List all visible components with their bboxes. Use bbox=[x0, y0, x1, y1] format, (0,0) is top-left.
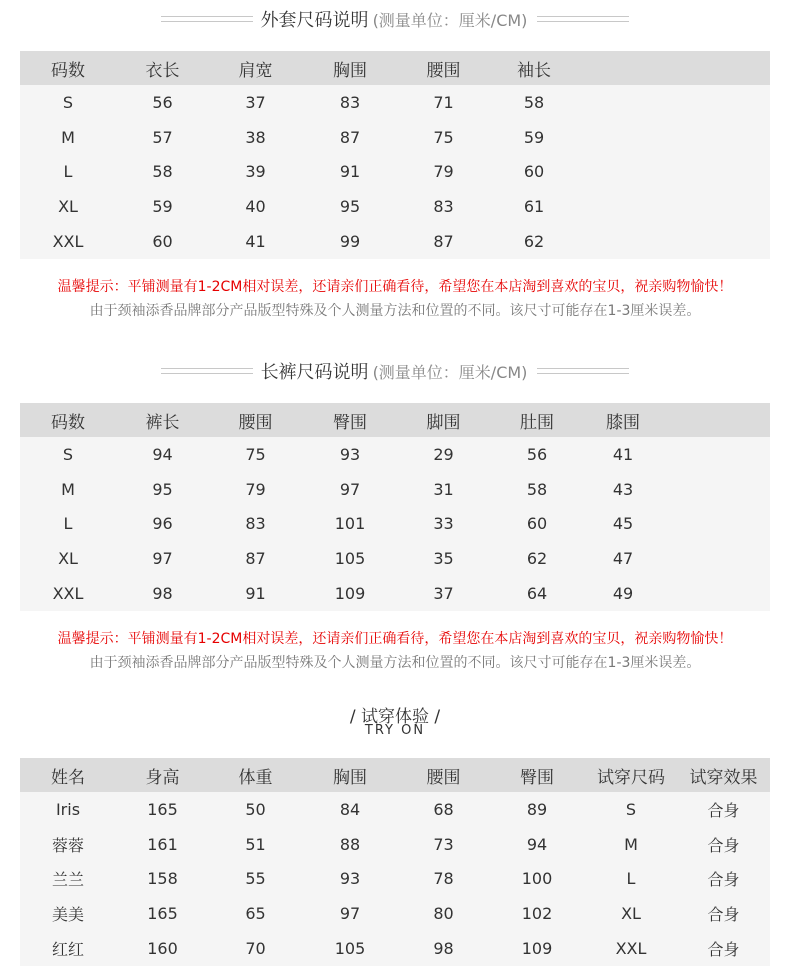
pants-title: 长裤尺码说明 bbox=[260, 362, 369, 383]
col-header-empty bbox=[579, 51, 770, 85]
table-cell: 109 bbox=[521, 939, 553, 959]
table-row bbox=[20, 862, 770, 897]
jacket-title-row bbox=[0, 4, 790, 34]
table-cell-empty bbox=[579, 85, 770, 120]
pants-note: 由于颈袖添香品牌部分产品版型特殊及个人测量方法和位置的不同。该尺寸可能存在1-3厘米误差。 bbox=[89, 655, 701, 671]
table-row bbox=[20, 472, 770, 507]
col-header: 腰围 bbox=[398, 758, 489, 792]
table-cell: 49 bbox=[612, 584, 634, 604]
table-cell: 98 bbox=[152, 584, 173, 604]
col-header: 腰围 bbox=[209, 403, 302, 437]
table-cell: 165 bbox=[147, 799, 178, 819]
table-cell: 75 bbox=[433, 127, 454, 147]
table-cell: 蓉蓉 bbox=[51, 835, 84, 855]
table-cell: 61 bbox=[523, 197, 545, 217]
table-cell: 89 bbox=[526, 799, 548, 819]
table-cell: 70 bbox=[245, 939, 266, 959]
table-cell: 97 bbox=[339, 904, 361, 924]
table-cell-empty bbox=[579, 120, 770, 155]
table-cell: 56 bbox=[152, 92, 173, 112]
table-cell: 105 bbox=[334, 549, 366, 569]
table-cell: 68 bbox=[433, 799, 454, 819]
table-cell: 160 bbox=[147, 939, 178, 959]
col-header: 体重 bbox=[209, 758, 302, 792]
table-cell: S bbox=[625, 799, 637, 819]
col-header: 码数 bbox=[20, 403, 116, 437]
table-cell: 合身 bbox=[707, 905, 740, 925]
table-cell: Iris bbox=[55, 799, 81, 819]
table-header-row bbox=[20, 51, 770, 85]
table-cell: 80 bbox=[433, 904, 454, 924]
table-cell: 美美 bbox=[51, 905, 84, 925]
table-row bbox=[20, 541, 770, 576]
table-cell: 合身 bbox=[707, 800, 740, 820]
col-header: 试穿效果 bbox=[677, 758, 770, 792]
tryon-subtitle: TRY ON bbox=[364, 723, 426, 738]
table-cell: M bbox=[61, 127, 75, 147]
table-cell: 合身 bbox=[707, 835, 740, 855]
col-header: 裤长 bbox=[116, 403, 209, 437]
table-cell: S bbox=[62, 444, 74, 464]
table-cell: 78 bbox=[433, 869, 454, 889]
table-cell-empty bbox=[661, 576, 770, 611]
table-cell: 47 bbox=[612, 549, 634, 569]
table-cell: XXL bbox=[615, 939, 647, 959]
table-cell: 62 bbox=[526, 549, 548, 569]
col-header: 姓名 bbox=[20, 758, 116, 792]
table-cell: 73 bbox=[433, 834, 454, 854]
col-header: 臀围 bbox=[489, 758, 585, 792]
title-divider bbox=[161, 368, 253, 374]
jacket-unit: (测量单位：厘米/CM) bbox=[372, 10, 528, 30]
table-cell: 31 bbox=[433, 479, 454, 499]
table-cell: 合身 bbox=[707, 940, 740, 960]
table-cell: 56 bbox=[526, 444, 548, 464]
table-cell: 58 bbox=[523, 92, 545, 112]
table-cell: 58 bbox=[526, 479, 548, 499]
table-cell: 93 bbox=[339, 869, 361, 889]
table-cell: 87 bbox=[433, 232, 454, 252]
col-header: 衣长 bbox=[116, 51, 209, 85]
table-cell: 39 bbox=[245, 162, 266, 182]
jacket-note: 由于颈袖添香品牌部分产品版型特殊及个人测量方法和位置的不同。该尺寸可能存在1-3厘米误差。 bbox=[89, 303, 701, 319]
col-header: 臀围 bbox=[302, 403, 398, 437]
table-cell: L bbox=[63, 162, 73, 182]
table-cell: 50 bbox=[245, 799, 266, 819]
table-row bbox=[20, 931, 770, 966]
col-header: 肩宽 bbox=[209, 51, 302, 85]
table-row bbox=[20, 576, 770, 611]
title-divider bbox=[537, 16, 629, 22]
table-cell: 95 bbox=[339, 197, 361, 217]
table-cell: 109 bbox=[334, 584, 366, 604]
col-header: 试穿尺码 bbox=[585, 758, 677, 792]
col-header: 腰围 bbox=[398, 51, 489, 85]
table-cell: 71 bbox=[433, 92, 454, 112]
table-cell: 60 bbox=[526, 514, 548, 534]
table-cell: 兰兰 bbox=[51, 870, 84, 890]
table-cell: 55 bbox=[245, 869, 266, 889]
table-cell: 60 bbox=[523, 162, 545, 182]
table-cell: 99 bbox=[339, 232, 361, 252]
table-cell: 105 bbox=[334, 939, 366, 959]
col-header-empty bbox=[661, 403, 770, 437]
table-header-row bbox=[20, 403, 770, 437]
table-cell: 38 bbox=[245, 127, 266, 147]
table-row bbox=[20, 120, 770, 155]
table-cell: 83 bbox=[245, 514, 266, 534]
table-cell: 64 bbox=[526, 584, 548, 604]
table-cell: 65 bbox=[245, 904, 266, 924]
table-cell: XL bbox=[58, 197, 78, 217]
table-cell: 41 bbox=[612, 444, 634, 464]
table-cell: 37 bbox=[245, 92, 266, 112]
table-cell: 97 bbox=[339, 479, 361, 499]
col-header: 胸围 bbox=[302, 51, 398, 85]
table-cell: 101 bbox=[334, 514, 366, 534]
table-cell: 41 bbox=[245, 232, 266, 252]
jacket-title: 外套尺码说明 bbox=[260, 10, 369, 31]
table-cell-empty bbox=[661, 507, 770, 542]
table-cell: 91 bbox=[339, 162, 361, 182]
table-cell-empty bbox=[661, 541, 770, 576]
pants-title-row bbox=[0, 356, 790, 386]
col-header: 袖长 bbox=[489, 51, 579, 85]
table-row bbox=[20, 896, 770, 931]
title-divider bbox=[161, 16, 253, 22]
table-cell: 165 bbox=[147, 904, 178, 924]
table-row bbox=[20, 792, 770, 827]
table-cell: 62 bbox=[523, 232, 545, 252]
table-row bbox=[20, 155, 770, 190]
table-cell-empty bbox=[661, 437, 770, 472]
table-cell: 102 bbox=[521, 904, 553, 924]
jacket-warning: 温馨提示：平铺测量有1-2CM相对误差，还请亲们正确看待，希望您在本店淘到喜欢的宝贝，祝亲购物愉快！ bbox=[57, 279, 733, 295]
table-row bbox=[20, 437, 770, 472]
table-cell: 43 bbox=[612, 479, 634, 499]
col-header: 胸围 bbox=[302, 758, 398, 792]
table-cell: 93 bbox=[339, 444, 361, 464]
table-cell: XL bbox=[58, 549, 78, 569]
table-cell: 83 bbox=[433, 197, 454, 217]
table-cell: XXL bbox=[52, 584, 84, 604]
table-cell: 58 bbox=[152, 162, 173, 182]
pants-warning: 温馨提示：平铺测量有1-2CM相对误差，还请亲们正确看待，希望您在本店淘到喜欢的宝贝，祝亲购物愉快！ bbox=[57, 631, 733, 647]
table-cell: 红红 bbox=[51, 940, 84, 960]
title-divider bbox=[537, 368, 629, 374]
table-cell: 83 bbox=[339, 92, 361, 112]
col-header: 脚围 bbox=[398, 403, 489, 437]
col-header: 码数 bbox=[20, 51, 116, 85]
table-cell: 97 bbox=[152, 549, 173, 569]
tryon-table bbox=[20, 758, 770, 966]
table-cell: 75 bbox=[245, 444, 266, 464]
table-cell: L bbox=[626, 869, 636, 889]
table-cell-empty bbox=[661, 472, 770, 507]
col-header: 身高 bbox=[116, 758, 209, 792]
table-cell-empty bbox=[579, 189, 770, 224]
table-cell: 87 bbox=[339, 127, 361, 147]
table-cell: 79 bbox=[433, 162, 454, 182]
table-cell: M bbox=[61, 479, 75, 499]
tryon-title: / 试穿体验 / bbox=[349, 707, 441, 727]
table-cell: 95 bbox=[152, 479, 173, 499]
table-cell: M bbox=[624, 834, 638, 854]
table-cell: 94 bbox=[526, 834, 548, 854]
table-cell: 57 bbox=[152, 127, 173, 147]
table-cell: 45 bbox=[612, 514, 634, 534]
table-cell: XXL bbox=[52, 232, 84, 252]
table-cell: 60 bbox=[152, 232, 173, 252]
table-cell: S bbox=[62, 92, 74, 112]
table-cell: 29 bbox=[433, 444, 454, 464]
pants-size-table bbox=[20, 403, 770, 611]
table-cell: 37 bbox=[433, 584, 454, 604]
table-cell: 91 bbox=[245, 584, 266, 604]
table-row bbox=[20, 189, 770, 224]
table-cell: 87 bbox=[245, 549, 266, 569]
table-row bbox=[20, 85, 770, 120]
table-cell: 79 bbox=[245, 479, 266, 499]
table-cell-empty bbox=[579, 224, 770, 259]
table-cell: XL bbox=[621, 904, 641, 924]
table-cell: 51 bbox=[245, 834, 266, 854]
table-cell: 161 bbox=[147, 834, 178, 854]
table-cell: 合身 bbox=[707, 870, 740, 890]
table-cell: 33 bbox=[433, 514, 454, 534]
table-cell: 59 bbox=[523, 127, 545, 147]
table-cell: 100 bbox=[521, 869, 553, 889]
table-cell: 94 bbox=[152, 444, 173, 464]
table-cell: 59 bbox=[152, 197, 173, 217]
col-header: 肚围 bbox=[489, 403, 585, 437]
table-row bbox=[20, 507, 770, 542]
table-cell: 96 bbox=[152, 514, 173, 534]
table-cell: 158 bbox=[147, 869, 178, 889]
table-cell: 84 bbox=[339, 799, 361, 819]
table-cell-empty bbox=[579, 155, 770, 190]
table-cell: 98 bbox=[433, 939, 454, 959]
jacket-size-table bbox=[20, 51, 770, 259]
table-row bbox=[20, 224, 770, 259]
table-row bbox=[20, 827, 770, 862]
table-header-row bbox=[20, 758, 770, 792]
table-cell: 88 bbox=[339, 834, 361, 854]
pants-unit: (测量单位：厘米/CM) bbox=[372, 362, 528, 382]
table-cell: 40 bbox=[245, 197, 266, 217]
table-cell: 35 bbox=[433, 549, 454, 569]
table-cell: L bbox=[63, 514, 73, 534]
col-header: 膝围 bbox=[585, 403, 661, 437]
